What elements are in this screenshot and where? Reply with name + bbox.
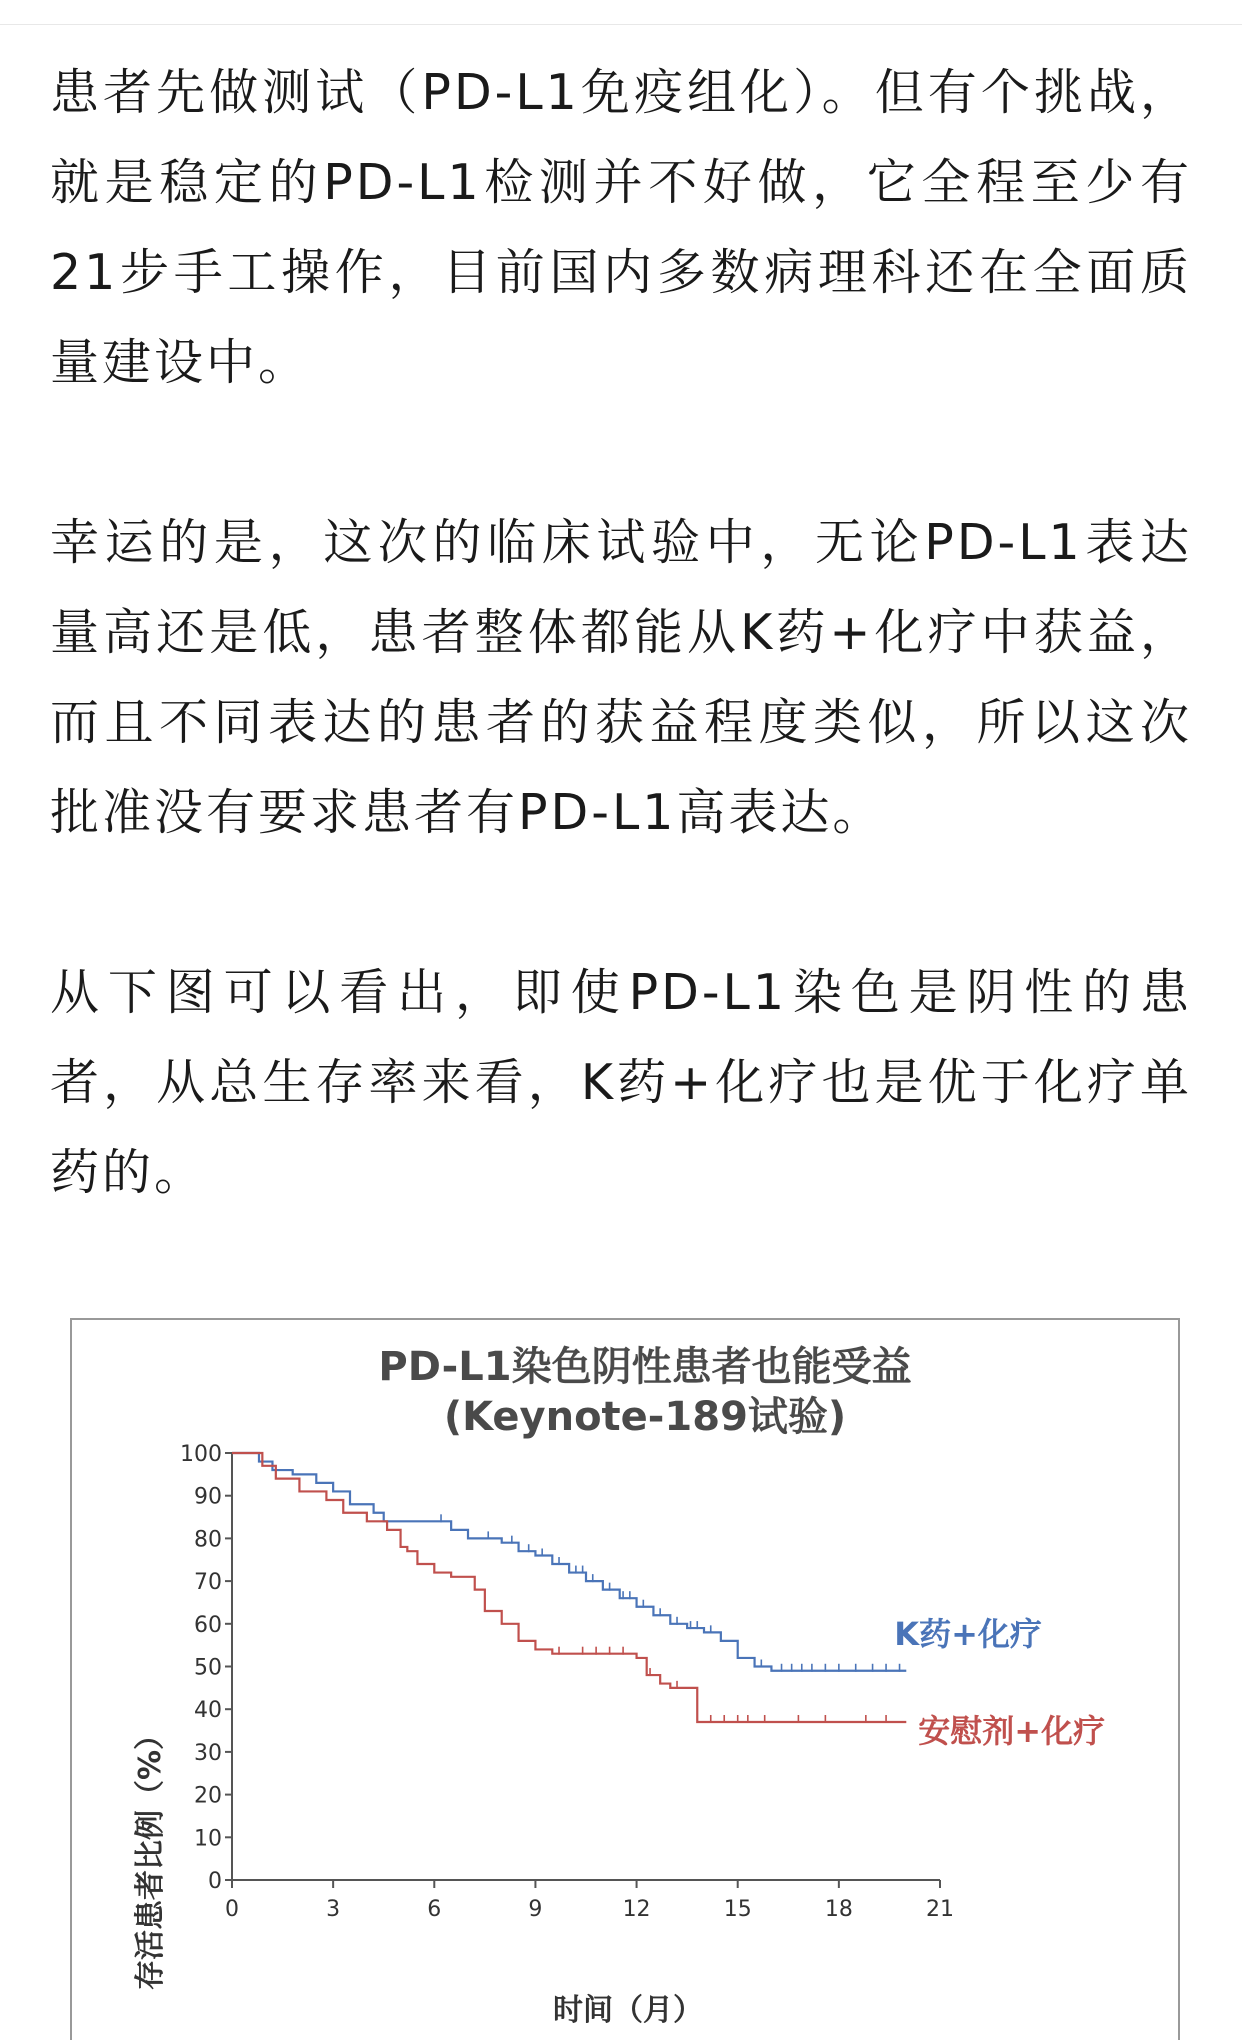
series-line-1 xyxy=(232,1453,906,1671)
article-paragraph-2: 幸运的是，这次的临床试验中，无论PD-L1表达量高还是低，患者整体都能从K药+化疗中获益，而且不同表达的患者的获益程度类似，所以这次批准没有要求患者有PD-L1高表达。 xyxy=(50,514,1192,841)
y-tick-label: 0 xyxy=(208,1869,222,1894)
x-tick-label: 6 xyxy=(427,1897,442,1922)
article-paragraph-3: 从下图可以看出，即使PD-L1染色是阴性的患者，从总生存率来看，K药+化疗也是优于化疗单药的。 xyxy=(50,964,1192,1201)
y-tick-label: 70 xyxy=(194,1570,222,1596)
article-body xyxy=(50,48,1192,1218)
y-tick-label: 10 xyxy=(194,1826,222,1852)
y-tick-label: 90 xyxy=(194,1484,222,1510)
x-tick-label: 12 xyxy=(622,1897,651,1922)
y-tick-label: 60 xyxy=(194,1612,222,1638)
article-paragraph-1: 患者先做测试（PD-L1免疫组化）。但有个挑战，就是稳定的PD-L1检测并不好做，它全程至少有21步手工操作，目前国内多数病理科还在全面质量建设中。 xyxy=(50,64,1192,391)
series-label-2: 安慰剂+化疗 xyxy=(918,1712,1106,1751)
top-divider xyxy=(0,24,1242,25)
x-tick-label: 9 xyxy=(528,1897,543,1922)
x-tick-label: 15 xyxy=(723,1897,752,1922)
chart-subtitle: (Keynote-189试验) xyxy=(443,1394,847,1440)
y-tick-label: 80 xyxy=(194,1527,222,1553)
x-tick-label: 21 xyxy=(926,1897,954,1922)
y-tick-label: 50 xyxy=(194,1655,222,1681)
y-tick-label: 40 xyxy=(194,1698,222,1724)
y-axis-label: 存活患者比例（%） xyxy=(133,1719,168,1991)
survival-chart-frame xyxy=(70,1318,1180,2040)
series-label-1: K药+化疗 xyxy=(894,1614,1042,1653)
x-tick-label: 18 xyxy=(824,1897,853,1922)
chart-plot-area xyxy=(232,1453,1105,1750)
survival-chart xyxy=(72,1320,1178,2040)
x-axis-label: 时间（月） xyxy=(553,1993,703,2028)
y-tick-label: 20 xyxy=(194,1783,222,1809)
x-tick-label: 0 xyxy=(225,1897,239,1922)
x-tick-label: 3 xyxy=(326,1897,341,1922)
series-line-2 xyxy=(232,1453,906,1722)
y-tick-label: 30 xyxy=(194,1740,222,1766)
chart-title: PD-L1染色阴性患者也能受益 xyxy=(378,1344,912,1390)
chart-axes xyxy=(180,1442,954,1922)
y-tick-label: 100 xyxy=(180,1442,222,1467)
